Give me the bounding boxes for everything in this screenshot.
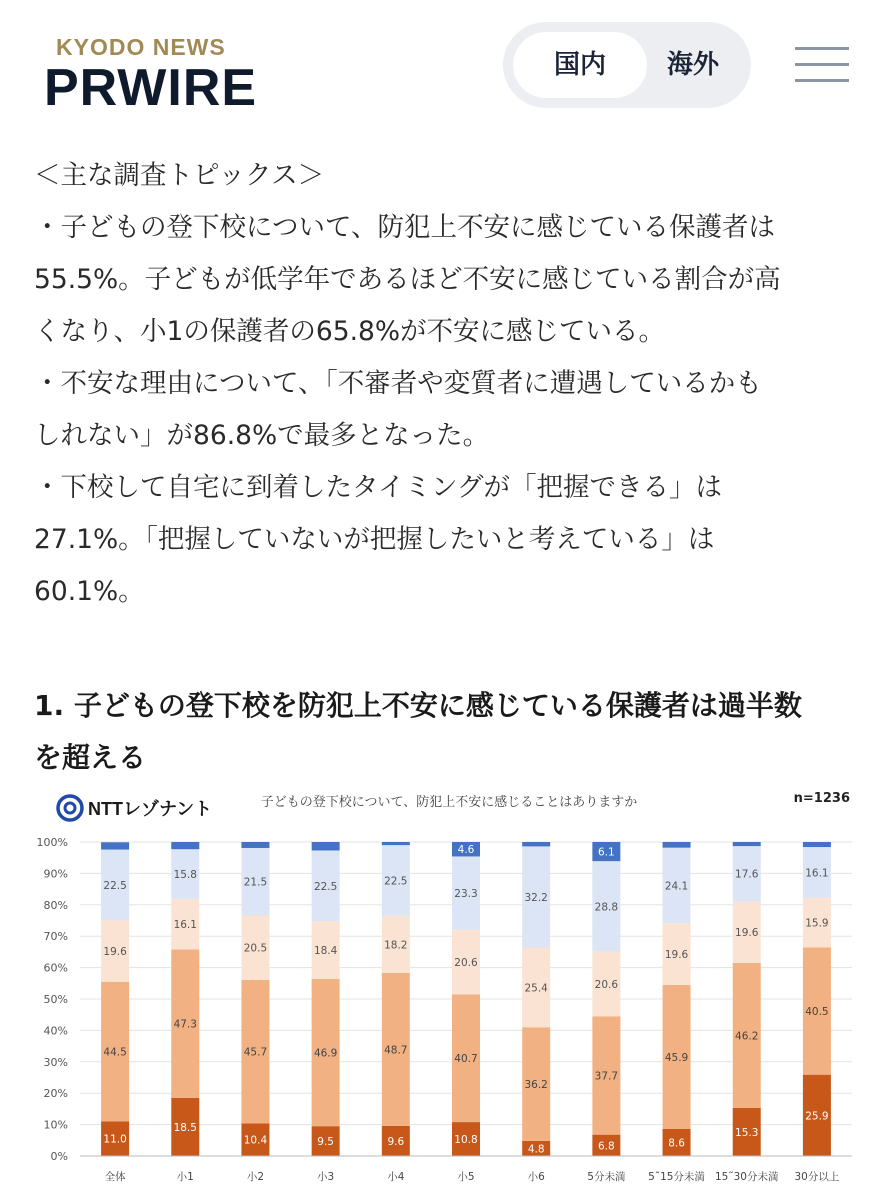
tab-domestic[interactable]: 国内 [513, 32, 647, 98]
data-label: 11.0 [103, 1133, 127, 1146]
data-label: 22.5 [313, 880, 338, 893]
y-tick-label: 10% [43, 1118, 68, 1132]
survey-topics [34, 150, 864, 618]
data-label: 20.5 [243, 942, 268, 955]
data-label: 25.9 [805, 1110, 829, 1123]
x-tick-label: 小5 [457, 1171, 475, 1183]
ntt-logo-inner-icon [65, 803, 75, 813]
x-tick-label: 小1 [176, 1171, 194, 1183]
section-title [34, 680, 864, 784]
data-label: 28.8 [594, 901, 619, 914]
topics-line: ・不安な理由について、「不審者や変質者に遭遇しているかも [34, 368, 762, 399]
data-label: 20.6 [594, 978, 619, 991]
data-label: 8.6 [668, 1137, 685, 1150]
data-label: 45.7 [243, 1046, 268, 1059]
data-label: 45.9 [664, 1051, 689, 1064]
data-label: 46.2 [735, 1030, 759, 1043]
region-switch [503, 22, 751, 108]
data-label: 24.1 [664, 880, 689, 893]
logo-prwire[interactable]: PRWIRE [44, 59, 258, 117]
data-label: 10.8 [454, 1134, 478, 1147]
data-label: 44.5 [103, 1046, 127, 1059]
site-header [0, 0, 892, 130]
data-label: 9.5 [317, 1136, 334, 1149]
x-tick-label: 小4 [387, 1171, 405, 1183]
data-label: 9.6 [387, 1135, 405, 1148]
x-tick-label: 15˜30分未満 [714, 1171, 779, 1183]
data-label: 48.7 [384, 1044, 408, 1057]
data-label: 16.1 [173, 919, 197, 932]
data-label: 18.2 [384, 939, 408, 952]
logo-kyodo-news[interactable]: KYODO NEWS [56, 34, 226, 60]
data-label: 16.1 [805, 867, 829, 880]
data-label: 40.5 [805, 1006, 829, 1019]
data-label: 21.5 [243, 876, 268, 889]
data-label: 40.7 [454, 1053, 478, 1066]
x-tick-label: 5˜15分未満 [648, 1171, 705, 1183]
data-label: 18.5 [173, 1121, 197, 1134]
data-label: 19.6 [735, 927, 759, 940]
topics-heading: ＜主な調査トピックス＞ [34, 160, 325, 191]
y-tick-label: 20% [43, 1087, 68, 1101]
data-label: 20.6 [454, 956, 478, 969]
tab-overseas[interactable]: 海外 [666, 50, 719, 80]
topics-line: くなり、小1の保護者の65.8%が不安に感じている。 [34, 316, 666, 347]
data-label: 23.3 [454, 888, 478, 901]
stacked-bar-chart [34, 782, 864, 1200]
data-label: 37.7 [594, 1070, 619, 1083]
x-tick-label: 小6 [527, 1171, 545, 1183]
x-tick-label: 全体 [104, 1171, 126, 1183]
data-label: 36.2 [524, 1079, 548, 1092]
topics-line: ・下校して自宅に到着したタイミングが「把握できる」は [34, 472, 722, 503]
x-tick-label: 5分未満 [587, 1171, 626, 1183]
data-label: 18.4 [313, 945, 338, 958]
data-label: 19.6 [103, 945, 127, 958]
y-tick-label: 60% [43, 961, 68, 975]
x-tick-label: 小2 [246, 1171, 265, 1183]
section-title-line2: を超える [34, 741, 147, 774]
bar-segment [663, 842, 691, 848]
data-label: 47.3 [173, 1018, 197, 1031]
data-label: 22.5 [103, 879, 127, 892]
ntt-logo-icon [58, 796, 82, 820]
data-label: 6.8 [598, 1140, 615, 1153]
data-label: 32.2 [524, 891, 548, 904]
bar-segment [522, 842, 550, 846]
data-label: 10.4 [243, 1134, 268, 1147]
x-tick-label: 小3 [317, 1171, 335, 1183]
y-tick-label: 80% [43, 898, 68, 912]
data-label: 25.4 [524, 982, 548, 995]
data-label: 4.6 [457, 844, 475, 857]
chart-n-label: n=1236 [793, 791, 850, 806]
bar-segment [312, 842, 340, 850]
chart-title: 子どもの登下校について、防犯上不安に感じることはありますか [260, 795, 638, 810]
ntt-resonant-logo [58, 796, 212, 820]
y-tick-label: 100% [36, 836, 68, 849]
bar-segment [101, 842, 129, 849]
topics-line: ・子どもの登下校について、防犯上不安に感じている保護者は [34, 212, 775, 243]
y-tick-label: 40% [43, 1024, 68, 1038]
data-label: 19.6 [664, 949, 689, 962]
section-title-line1: 1. 子どもの登下校を防犯上不安に感じている保護者は過半数 [34, 689, 802, 722]
topics-line: 27.1%。「把握していないが把握したいと考えている」は [34, 524, 715, 555]
data-label: 46.9 [313, 1047, 338, 1060]
bar-segment [803, 842, 831, 847]
chart-axis [37, 836, 852, 1183]
chart-svg [34, 782, 864, 1200]
data-label: 15.9 [805, 917, 829, 930]
data-label: 4.8 [527, 1143, 545, 1156]
topics-line: 60.1%。 [34, 576, 145, 607]
data-label: 17.6 [735, 868, 759, 881]
y-tick-label: 0% [50, 1150, 68, 1163]
x-tick-label: 30分以上 [794, 1171, 840, 1183]
bar-segment [382, 842, 410, 845]
y-tick-label: 50% [43, 993, 68, 1006]
topics-line: 55.5%。子どもが低学年であるほど不安に感じている割合が高 [34, 264, 781, 295]
data-label: 6.1 [598, 846, 615, 859]
data-label: 15.3 [735, 1126, 759, 1139]
chart-brand: NTTレゾナント [88, 799, 213, 819]
bar-segment [171, 842, 199, 849]
y-tick-label: 30% [43, 1055, 68, 1069]
bar-segment [733, 842, 761, 846]
bar-segment [241, 842, 269, 848]
y-tick-label: 70% [43, 930, 68, 944]
data-label: 15.8 [173, 869, 197, 882]
y-tick-label: 90% [43, 867, 68, 881]
hamburger-menu-icon[interactable] [795, 45, 849, 85]
data-label: 22.5 [384, 875, 408, 888]
topics-line: しれない」が86.8%で最多となった。 [34, 420, 490, 451]
